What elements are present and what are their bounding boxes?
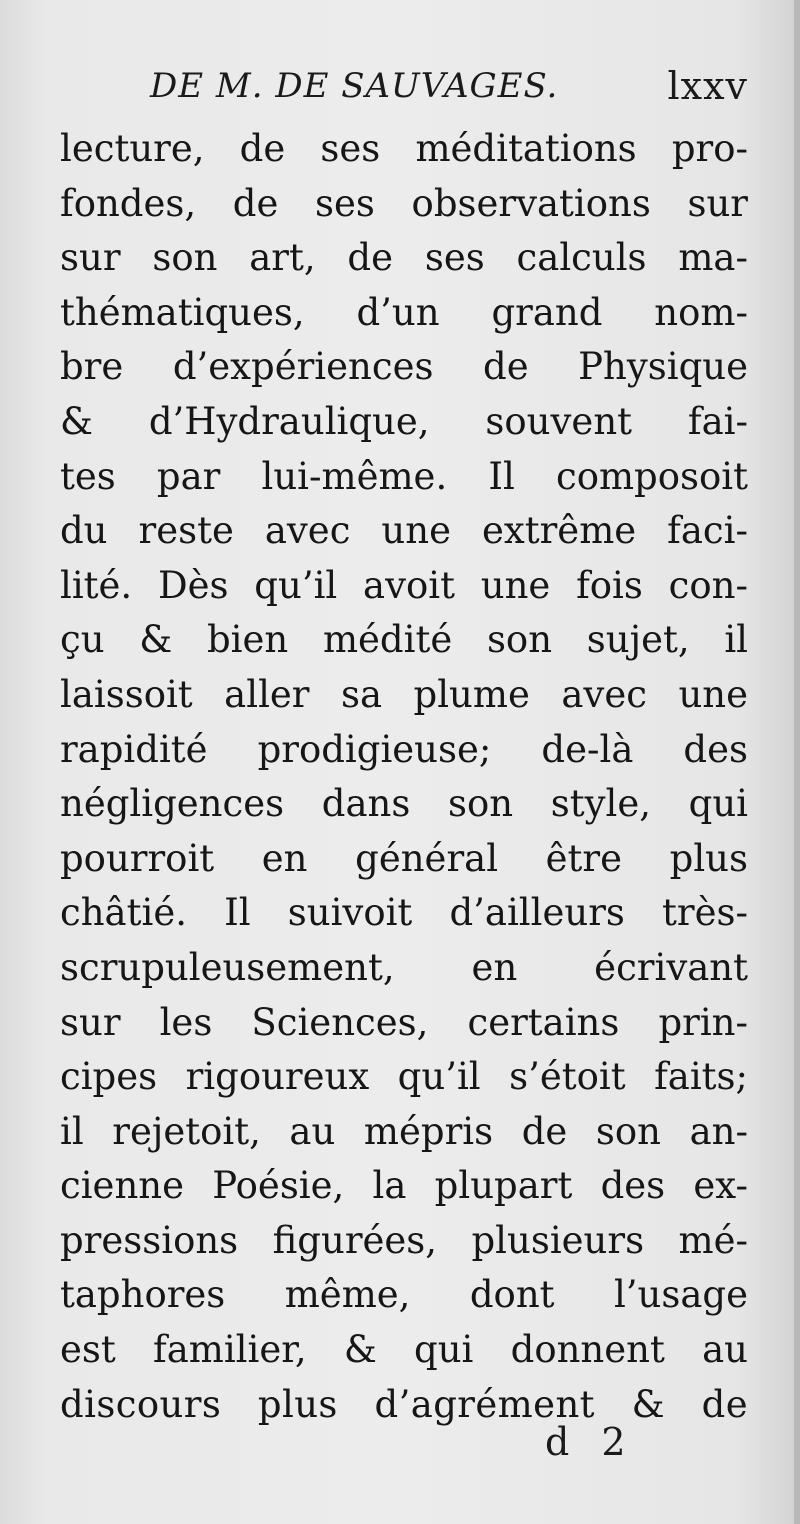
text-line: lecture, de ses méditations pro- (60, 127, 748, 170)
text-line: cipes rigoureux qu’il s’étoit faits; (60, 1055, 748, 1099)
text-line: lité. Dès qu’il avoit une fois con- (60, 563, 748, 607)
text-line: thématiques, d’un grand nom- (60, 290, 748, 334)
text-line: cienne Poésie, la plupart des ex- (60, 1164, 748, 1208)
text-line: & d’Hydraulique, souvent fai- (60, 399, 748, 443)
text-line: taphores même, dont l’usage (60, 1273, 748, 1317)
text-line: il rejetoit, au mépris de son an- (60, 1109, 748, 1153)
text-line: rapidité prodigieuse; de-là des (60, 727, 748, 771)
text-line: du reste avec une extrême faci- (60, 509, 748, 553)
text-line: est familier, & qui donnent au (60, 1328, 748, 1372)
text-line: pressions figurées, plusieurs mé- (60, 1218, 748, 1262)
signature-mark: d 2 (545, 1420, 636, 1464)
text-line: sur les Sciences, certains prin- (60, 1000, 748, 1044)
text-line: pourroit en général être plus (60, 836, 748, 880)
text-line: çu & bien médité son sujet, il (60, 618, 748, 662)
text-line: laissoit aller sa plume avec une (60, 672, 748, 716)
text-line: tes par lui-même. Il composoit (60, 454, 748, 498)
text-line: bre d’expériences de Physique (60, 345, 748, 389)
page-number: lxxv (667, 64, 748, 108)
text-line: négligences dans son style, qui (60, 782, 748, 826)
text-line: châtié. Il suivoit d’ailleurs très- (60, 891, 748, 935)
text-line: fondes, de ses observations sur (60, 181, 748, 225)
text-line: scrupuleusement, en écrivant (60, 945, 748, 989)
text-line: discours plus d’agrément & de (60, 1382, 748, 1426)
running-head: DE M. DE SAUVAGES. (150, 66, 559, 106)
page-header (150, 62, 750, 118)
body-text (60, 122, 748, 1432)
text-line: sur son art, de ses calculs ma- (60, 236, 748, 280)
page-edge (794, 0, 800, 1524)
